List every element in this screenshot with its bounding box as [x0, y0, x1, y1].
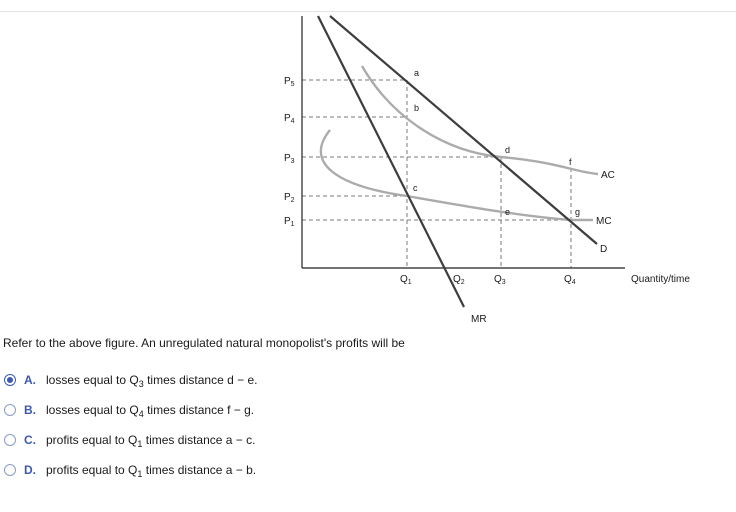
- y-tick-p2: $P_2$: [284, 192, 295, 204]
- point-a: a: [414, 68, 420, 78]
- radio-button-d[interactable]: [4, 464, 16, 476]
- ac-label: AC: [601, 170, 615, 181]
- mc-label: MC: [596, 216, 612, 227]
- option-a[interactable]: [4, 371, 334, 389]
- x-axis-label: Quantity/time: [631, 274, 690, 285]
- ac-curve: [362, 66, 598, 174]
- y-tick-p1: $P_1$: [284, 216, 295, 228]
- point-g: g: [575, 207, 581, 217]
- x-tick-q3: $Q_3$: [494, 274, 506, 286]
- option-text: losses equal to $Q_4$ times distance f − g.: [46, 403, 255, 419]
- y-tick-p3: $P_3$: [284, 153, 295, 165]
- x-tick-q1: $Q_1$: [400, 274, 412, 286]
- point-f: f: [569, 157, 572, 167]
- radio-button-b[interactable]: [4, 404, 16, 416]
- mr-label: MR: [471, 314, 487, 325]
- option-text: profits equal to $Q_1$ times distance a − c.: [46, 433, 256, 449]
- point-c: c: [413, 183, 418, 193]
- point-d: d: [505, 145, 511, 155]
- option-text: profits equal to $Q_1$ times distance a − b.: [46, 463, 257, 479]
- d-label: D: [600, 244, 608, 255]
- demand-curve: [330, 16, 597, 244]
- option-letter: D.: [24, 463, 36, 477]
- radio-button-c[interactable]: [4, 434, 16, 446]
- y-tick-p4: $P_4$: [284, 113, 295, 125]
- radio-button-a[interactable]: [4, 374, 16, 386]
- point-e: e: [505, 207, 511, 217]
- point-b: b: [414, 103, 420, 113]
- option-text: losses equal to $Q_3$ times distance d − e.: [46, 373, 258, 389]
- x-tick-q4: $Q_4$: [564, 274, 576, 286]
- y-tick-p5: $P_5$: [284, 76, 295, 88]
- option-letter: C.: [24, 433, 36, 447]
- x-tick-q2: $Q_2$: [453, 274, 465, 286]
- option-d[interactable]: [4, 461, 334, 479]
- question-text: Refer to the above figure. An unregulated natural monopolist's profits will be: [3, 336, 405, 350]
- option-letter: B.: [24, 403, 36, 417]
- radio-selected-dot: [7, 377, 13, 383]
- option-letter: A.: [24, 373, 36, 387]
- mr-curve: [318, 16, 464, 307]
- option-c[interactable]: [4, 431, 334, 449]
- option-b[interactable]: [4, 401, 334, 419]
